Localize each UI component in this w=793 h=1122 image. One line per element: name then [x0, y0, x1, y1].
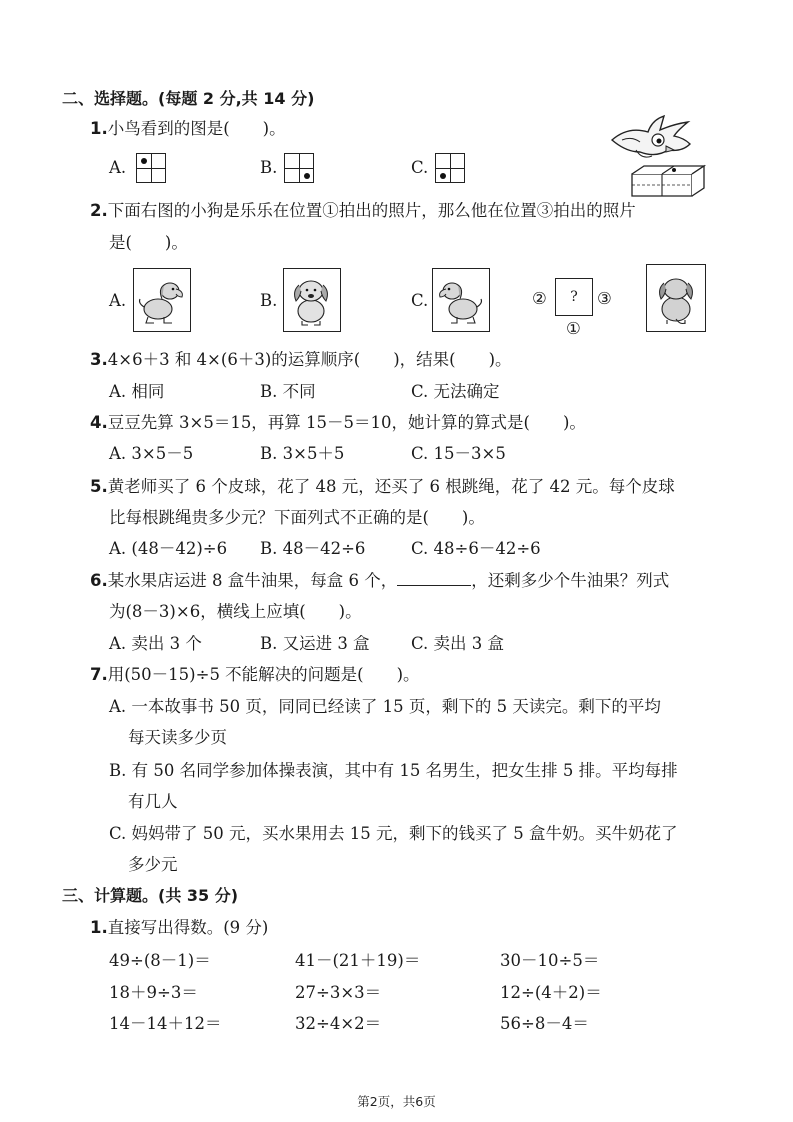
q5-stem-line2: 比每根跳绳贵多少元？下面列式不正确的是( )。: [109, 508, 485, 527]
q1-text: 小鸟看到的图是( )。: [107, 119, 286, 138]
q6-number: 6.: [90, 571, 108, 590]
q7-stem: [90, 664, 420, 686]
q1-option-c-grid[interactable]: [435, 153, 465, 183]
q3-option-b[interactable]: B. 不同: [260, 382, 316, 401]
q2-number: 2.: [90, 201, 108, 220]
q7-option-c-line1[interactable]: C. 妈妈带了 50 元，买水果用去 15 元，剩下的钱买了 5 盒牛奶。买牛奶花了: [109, 824, 678, 843]
q1-option-c-label[interactable]: C.: [411, 158, 429, 177]
q1-option-b-grid[interactable]: [284, 153, 314, 183]
q5-option-c[interactable]: C. 48÷6－42÷6: [411, 539, 541, 558]
dot-top-left: [141, 158, 147, 164]
q6-stem-line2: 为(8－3)×6，横线上应填( )。: [109, 602, 362, 621]
s3-q1-number: 1.: [90, 918, 108, 937]
q6-fill-blank[interactable]: [397, 570, 471, 586]
q4-option-a[interactable]: A. 3×5－5: [109, 444, 194, 463]
q5-option-b[interactable]: B. 48－42÷6: [260, 539, 366, 558]
q7-option-a-line2: 每天读多少页: [128, 728, 227, 747]
q5-line1: 黄老师买了 6 个皮球，花了 48 元，还买了 6 根跳绳，花了 42 元。每个皮球: [107, 477, 675, 496]
q3-number: 3.: [90, 350, 108, 369]
reference-dog-photo: [646, 264, 706, 332]
dog-side-left-icon: [134, 269, 189, 330]
q3-option-a[interactable]: A. 相同: [109, 382, 165, 401]
q1-stem: [90, 118, 286, 140]
q7-option-b-line1[interactable]: B. 有 50 名同学参加体操表演，其中有 15 名男生，把女生排 5 排。平均每排: [109, 761, 678, 780]
q2-line1: 下面右图的小狗是乐乐在位置①拍出的照片，那么他在位置③拍出的照片: [107, 201, 636, 220]
q4-stem: [90, 412, 586, 434]
calc-item[interactable]: 30－10÷5＝: [500, 951, 600, 970]
calc-item[interactable]: 27÷3×3＝: [295, 983, 382, 1002]
q7-number: 7.: [90, 665, 108, 684]
q5-stem-line1: [90, 476, 675, 498]
position-1-label: ①: [566, 319, 581, 338]
q2-option-b-label[interactable]: B.: [260, 291, 278, 310]
q4-text: 豆豆先算 3×5＝15，再算 15－5＝10，她计算的算式是( )。: [107, 413, 586, 432]
s3-q1-text: 直接写出得数。(9 分): [107, 918, 269, 937]
cubes-illustration: [630, 162, 710, 198]
q6-option-b[interactable]: B. 又运进 3 盒: [260, 634, 370, 653]
q3-option-c[interactable]: C. 无法确定: [411, 382, 500, 401]
calc-item[interactable]: 49÷(8－1)＝: [109, 951, 211, 970]
page-footer: 第2页，共6页: [357, 1094, 436, 1109]
bird-illustration: [608, 112, 696, 168]
position-2-label: ②: [532, 289, 547, 308]
q2-option-b-photo[interactable]: [283, 268, 341, 332]
q2-option-a-photo[interactable]: [133, 268, 191, 332]
position-3-label: ③: [597, 289, 612, 308]
calc-item[interactable]: 12÷(4＋2)＝: [500, 983, 602, 1002]
q1-option-a-grid[interactable]: [136, 153, 166, 183]
dot-bottom-right: [304, 173, 310, 179]
q4-option-c[interactable]: C. 15－3×5: [411, 444, 506, 463]
q6-option-a[interactable]: A. 卖出 3 个: [109, 634, 202, 653]
q6-line1-b: ，还剩多少个牛油果？列式: [471, 571, 670, 590]
q5-option-a[interactable]: A. (48－42)÷6: [109, 539, 228, 558]
calc-item[interactable]: 14－14＋12＝: [109, 1014, 222, 1033]
q7-text: 用(50－15)÷5 不能解决的问题是( )。: [107, 665, 420, 684]
q7-option-b-line2: 有几人: [128, 792, 178, 811]
section-3-title: 三、计算题。(共 35 分): [62, 886, 239, 905]
dog-side-right-icon: [433, 269, 488, 330]
calc-item[interactable]: 41－(21＋19)＝: [295, 951, 421, 970]
position-center-box: ?: [555, 278, 593, 316]
q2-option-c-photo[interactable]: [432, 268, 490, 332]
q6-option-c[interactable]: C. 卖出 3 盒: [411, 634, 505, 653]
calc-item[interactable]: 18＋9÷3＝: [109, 983, 198, 1002]
q4-number: 4.: [90, 413, 108, 432]
calc-item[interactable]: 56÷8－4＝: [500, 1014, 589, 1033]
q7-option-a-line1[interactable]: A. 一本故事书 50 页，同同已经读了 15 页，剩下的 5 天读完。剩下的平均: [109, 697, 661, 716]
dog-back-icon: [647, 265, 704, 330]
q4-option-b[interactable]: B. 3×5＋5: [260, 444, 345, 463]
q2-stem-line1: [90, 200, 636, 222]
q3-stem: [90, 349, 512, 371]
q2-stem-line2: 是( )。: [109, 233, 188, 252]
q3-text: 4×6＋3 和 4×(6＋3)的运算顺序( )，结果( )。: [107, 350, 512, 369]
q2-option-c-label[interactable]: C.: [411, 291, 429, 310]
calc-item[interactable]: 32÷4×2＝: [295, 1014, 382, 1033]
dot-bottom-left: [440, 173, 446, 179]
s3-q1-stem: [90, 917, 268, 939]
q1-option-b-label[interactable]: B.: [260, 158, 278, 177]
q1-option-a-label[interactable]: A.: [109, 158, 127, 177]
q2-option-a-label[interactable]: A.: [109, 291, 127, 310]
q5-number: 5.: [90, 477, 108, 496]
section-2-title: 二、选择题。(每题 2 分,共 14 分): [62, 89, 315, 108]
q7-option-c-line2: 多少元: [128, 855, 178, 874]
q6-line1-a: 某水果店运进 8 盒牛油果，每盒 6 个，: [107, 571, 398, 590]
q6-stem-line1: [90, 570, 669, 592]
q1-number: 1.: [90, 119, 108, 138]
dog-front-icon: [284, 269, 339, 330]
